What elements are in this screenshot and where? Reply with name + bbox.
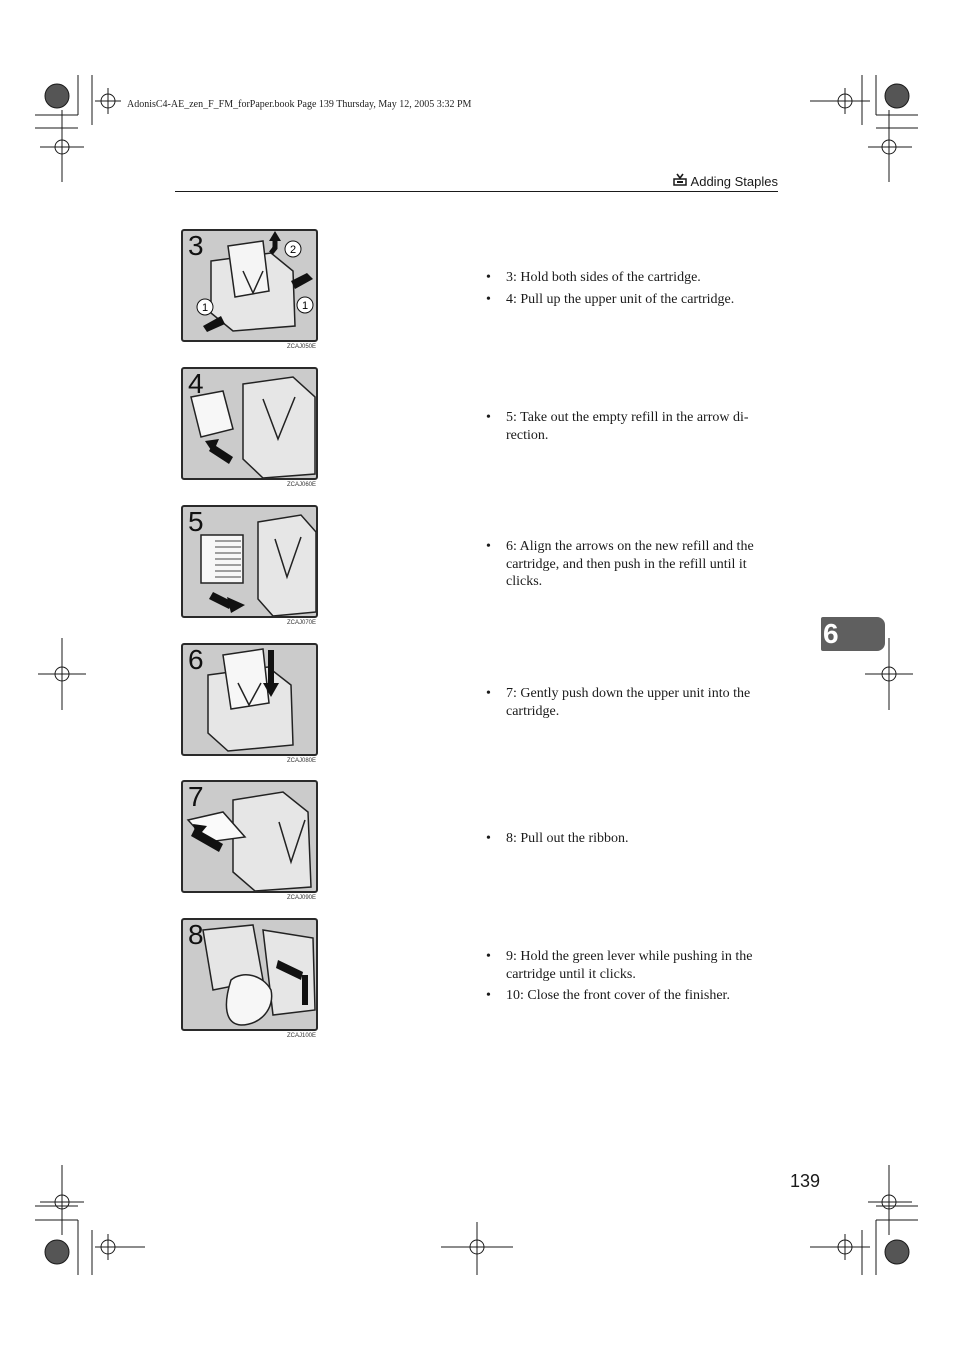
step-number: 5 [188, 506, 204, 537]
figure-code: ZCAJ070E [287, 620, 317, 626]
step-7-figure [181, 780, 318, 893]
figure-code: ZCAJ090E [287, 895, 317, 901]
step-3-figure [181, 229, 318, 342]
instruction: • 3: Hold both sides of the cartridge. [486, 269, 776, 287]
step-number: 7 [188, 781, 204, 812]
step-instructions [486, 685, 776, 724]
callout-1-right: 1 [301, 300, 309, 312]
step-number: 4 [188, 368, 204, 399]
figure-code: ZCAJ080E [287, 758, 317, 764]
step-instructions [486, 948, 776, 1009]
step-4-figure [181, 367, 318, 480]
step-instructions [486, 269, 776, 312]
instruction: • 8: Pull out the ribbon. [486, 830, 776, 848]
step-6-figure [181, 643, 318, 756]
book-info-line: AdonisC4-AE_zen_F_FM_forPaper.book Page 139 Thursday, May 12, 2005 3:32 PM [127, 99, 472, 110]
staple-icon [673, 173, 687, 189]
page-number: 139 [790, 1171, 821, 1191]
step-5 [181, 505, 781, 630]
section-title: Adding Staples [690, 173, 778, 189]
header-rule [175, 191, 778, 192]
step-5-figure [181, 505, 318, 618]
callout-1-left: 1 [201, 302, 209, 314]
chapter-tab: 6 [821, 617, 885, 651]
step-instructions [486, 409, 776, 448]
callout-2: 2 [289, 244, 297, 256]
step-6 [181, 643, 781, 768]
instruction: • 4: Pull up the upper unit of the cartridge. [486, 291, 776, 309]
instruction: • 9: Hold the green lever while pushing in the cartridge until it clicks. [486, 948, 776, 983]
step-number: 8 [188, 919, 204, 950]
step-4 [181, 367, 781, 492]
step-8 [181, 918, 781, 1043]
step-instructions [486, 538, 776, 595]
instruction: • 6: Align the arrows on the new refill and the cartridge, and then push in the refill until it clicks. [486, 538, 776, 591]
figure-code: ZCAJ060E [287, 482, 317, 488]
step-number: 3 [188, 230, 204, 261]
figure-code: ZCAJ050E [287, 344, 317, 350]
instruction: • 10: Close the front cover of the finisher. [486, 987, 776, 1005]
step-7 [181, 780, 781, 905]
step-8-figure [181, 918, 318, 1031]
instruction: • 7: Gently push down the upper unit into the cartridge. [486, 685, 776, 720]
step-3 [181, 229, 781, 354]
step-number: 6 [188, 644, 204, 675]
figure-code: ZCAJ100E [287, 1033, 317, 1039]
step-instructions [486, 830, 776, 852]
instruction: • 5: Take out the empty refill in the arrow di-rection. [486, 409, 776, 444]
section-header [673, 173, 778, 189]
